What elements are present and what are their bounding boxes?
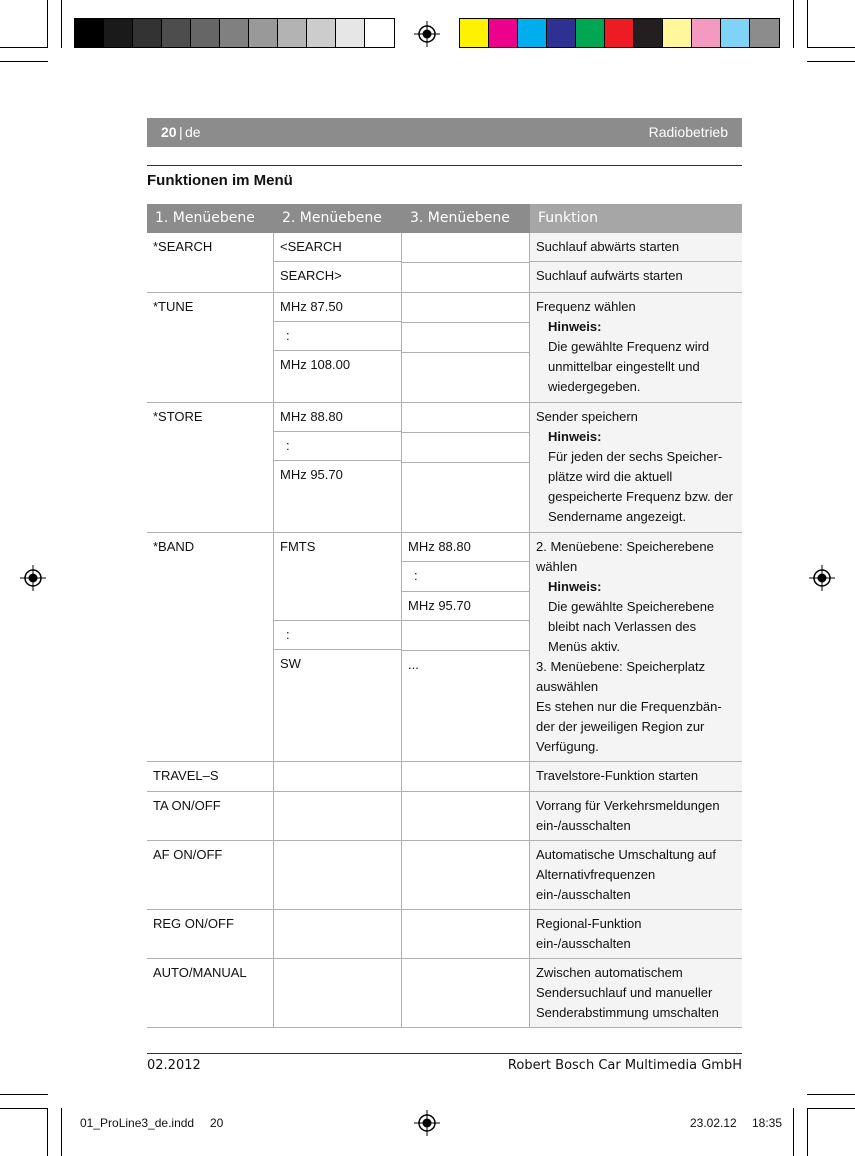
hint-label: Hinweis: [548, 579, 602, 594]
table-row [147, 293, 742, 403]
hint-label: Hinweis: [548, 429, 602, 444]
color-swatch [220, 19, 249, 47]
menu-level-2: MHz 95.70 [280, 467, 343, 482]
crop-mark [807, 1108, 808, 1156]
crop-mark [47, 1108, 48, 1156]
crop-mark [793, 0, 794, 48]
color-swatch [576, 19, 605, 47]
function-text [530, 293, 742, 397]
slug-page: 20 [210, 1116, 224, 1130]
menu-level-2: FMTS [274, 533, 401, 621]
menu-level-2: MHz 108.00 [280, 357, 351, 372]
divider [147, 1053, 742, 1054]
hint-text: Die gewählte Speicherebene bleibt nach Verlassen des Menüs aktiv. [548, 599, 715, 654]
function-text: Travelstore-Funktion starten [536, 768, 699, 783]
function-text-more: 3. Menüebene: Speicherplatz auswählen [536, 659, 706, 694]
function-title: Frequenz wählen [536, 299, 636, 314]
crop-mark [0, 1094, 48, 1095]
menu-level-1: AUTO/MANUAL [153, 965, 247, 980]
header-separator: | [179, 124, 183, 140]
table-row [147, 792, 742, 841]
function-text [530, 403, 742, 527]
column-header: 1. Menüebene [155, 210, 255, 226]
page-title: Funktionen im Menü [147, 172, 293, 189]
crop-mark [807, 0, 808, 48]
gray-scale-bar [74, 18, 395, 48]
function-text: Suchlauf abwärts starten [530, 233, 742, 262]
menu-level-1: TRAVEL–S [153, 768, 219, 783]
color-swatch [547, 19, 576, 47]
function-text: Suchlauf aufwärts starten [536, 268, 683, 283]
color-swatch [692, 19, 721, 47]
color-swatch [336, 19, 365, 47]
crop-mark [807, 47, 855, 48]
divider [147, 165, 742, 166]
column-header: 3. Menüebene [410, 210, 510, 226]
color-swatch [750, 19, 779, 47]
color-swatch [365, 19, 394, 47]
crop-mark [47, 0, 48, 48]
footer-date: 02.2012 [147, 1058, 201, 1073]
table-row [147, 841, 742, 910]
menu-level-3: : [402, 562, 529, 592]
function-text: Vorrang für Verkehrsmeldungen ein-/ausschalten [536, 798, 720, 833]
color-bar [459, 18, 780, 48]
menu-level-3: MHz 88.80 [402, 533, 529, 562]
function-title: 2. Menüebene: Speicherebene wählen [536, 539, 714, 574]
color-swatch [489, 19, 518, 47]
registration-mark-icon [414, 21, 440, 47]
section-title: Radiobetrieb [648, 124, 728, 140]
hint-text: Die gewählte Frequenz wird unmittelbar eingestellt und wiedergegeben. [548, 339, 710, 394]
footer-company: Robert Bosch Car Multimedia GmbH [507, 1058, 742, 1073]
menu-level-1: TA ON/OFF [153, 798, 221, 813]
column-header: 2. Menüebene [282, 210, 382, 226]
slug-file: 01_ProLine3_de.indd [80, 1116, 195, 1130]
registration-mark-icon [20, 565, 46, 591]
menu-level-1: *SEARCH [153, 239, 213, 254]
table-row [147, 403, 742, 533]
color-swatch [249, 19, 278, 47]
menu-level-1: AF ON/OFF [153, 847, 223, 862]
color-swatch [162, 19, 191, 47]
function-text [530, 533, 742, 757]
column-header: Funktion [530, 204, 742, 233]
color-swatch [104, 19, 133, 47]
menu-level-2: : [274, 621, 401, 650]
menu-level-3: MHz 95.70 [402, 592, 529, 621]
page-header [147, 118, 742, 147]
color-swatch [721, 19, 750, 47]
crop-mark [807, 1094, 855, 1095]
table-row [147, 959, 742, 1028]
function-title: Sender speichern [536, 409, 638, 424]
menu-level-2: <SEARCH [274, 233, 401, 262]
table-header [147, 204, 742, 233]
menu-level-2: : [274, 432, 401, 461]
menu-level-1: REG ON/OFF [153, 916, 234, 931]
language-code: de [185, 124, 201, 140]
registration-mark-icon [414, 1110, 440, 1136]
table-row [147, 233, 742, 293]
function-text: Zwischen automatischem Sendersuchlauf und manueller Senderabstimmung umschalten [536, 965, 719, 1020]
crop-mark [0, 1108, 48, 1109]
menu-level-2: MHz 87.50 [274, 293, 401, 322]
menu-table [147, 204, 742, 1028]
table-row [147, 762, 742, 792]
table-row [147, 910, 742, 959]
color-swatch [605, 19, 634, 47]
menu-level-2: SEARCH> [280, 268, 342, 283]
color-swatch [191, 19, 220, 47]
slug-time: 18:35 [752, 1116, 783, 1130]
color-swatch [278, 19, 307, 47]
crop-mark [0, 61, 48, 62]
registration-mark-icon [809, 565, 835, 591]
menu-level-1: *TUNE [153, 299, 194, 314]
function-text: Automatische Umschaltung auf Alternativfrequenzen ein-/ausschalten [536, 847, 716, 902]
menu-level-2: MHz 88.80 [274, 403, 401, 432]
crop-mark [0, 47, 48, 48]
menu-level-2: : [274, 322, 401, 351]
table-row [147, 533, 742, 762]
function-text-note: Es stehen nur die Frequenzbän-der der jeweiligen Region zur Verfügung. [536, 699, 722, 754]
hint-text: Für jeden der sechs Speicher-plätze wird die aktuell gespeicherte Frequenz bzw. der Sendername angezeigt. [548, 449, 733, 524]
color-swatch [307, 19, 336, 47]
color-swatch [75, 19, 104, 47]
slug-date: 23.02.12 [690, 1116, 737, 1130]
crop-mark [807, 61, 855, 62]
menu-level-2: SW [280, 656, 301, 671]
function-text: Regional-Funktion ein-/ausschalten [536, 916, 642, 951]
menu-level-1: *STORE [153, 409, 203, 424]
page-number: 20 [161, 124, 177, 140]
color-swatch [133, 19, 162, 47]
hint-label: Hinweis: [548, 319, 602, 334]
menu-level-1: *BAND [153, 539, 195, 554]
crop-mark [61, 0, 62, 48]
crop-mark [807, 1108, 855, 1109]
color-swatch [460, 19, 489, 47]
color-swatch [634, 19, 663, 47]
crop-mark [793, 1108, 794, 1156]
menu-level-3: ... [408, 657, 419, 672]
color-swatch [663, 19, 692, 47]
crop-mark [61, 1108, 62, 1156]
color-swatch [518, 19, 547, 47]
